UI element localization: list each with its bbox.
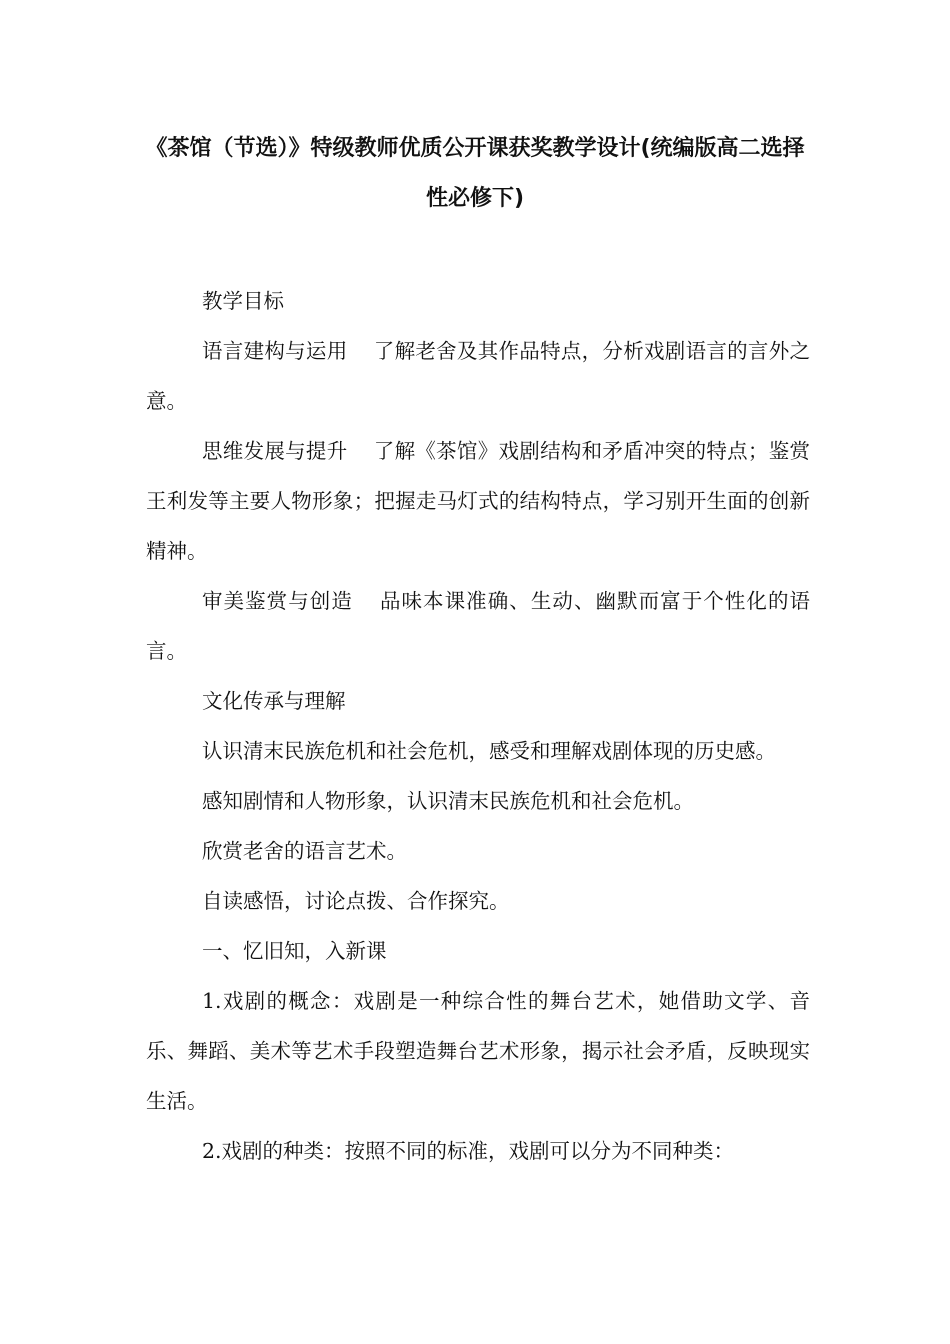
goal-aesthetic-label: 审美鉴赏与创造 bbox=[202, 589, 353, 613]
goal-culture-text: 认识清末民族危机和社会危机，感受和理解戏剧体现的历史感。 bbox=[202, 739, 776, 763]
goal-thinking bbox=[146, 426, 810, 576]
difficult-point: 欣赏老舍的语言艺术。 bbox=[202, 839, 407, 863]
goal-culture-label: 文化传承与理解 bbox=[202, 689, 346, 713]
teaching-method: 自读感悟，讨论点拨、合作探究。 bbox=[202, 889, 510, 913]
key-point: 感知剧情和人物形象，认识清末民族危机和社会危机。 bbox=[202, 789, 694, 813]
goal-aesthetic-text: 品味本课准确、生动、幽默而富于个性化的语言。 bbox=[146, 589, 811, 663]
document-title: 《茶馆（节选）》特级教师优质公开课获奖教学设计(统编版高二选择性必修下) bbox=[145, 136, 805, 211]
section-one-heading: 一、忆旧知，入新课 bbox=[202, 939, 387, 963]
item-two: 2.戏剧的种类：按照不同的标准，戏剧可以分为不同种类： bbox=[202, 1139, 735, 1163]
document-body bbox=[146, 276, 810, 1176]
goals-heading: 教学目标 bbox=[202, 289, 284, 313]
item-one: 1.戏剧的概念：戏剧是一种综合性的舞台艺术，她借助文学、音乐、舞蹈、美术等艺术手段塑造舞台艺术形象，揭示社会矛盾，反映现实生活。 bbox=[146, 989, 810, 1113]
goal-aesthetic bbox=[146, 576, 810, 676]
goal-thinking-label: 思维发展与提升 bbox=[202, 439, 348, 463]
goal-language-text: 了解老舍及其作品特点，分析戏剧语言的言外之意。 bbox=[146, 339, 810, 413]
goal-language bbox=[146, 326, 810, 426]
goal-thinking-text: 了解《茶馆》戏剧结构和矛盾冲突的特点；鉴赏王利发等主要人物形象；把握走马灯式的结构特点，学习别开生面的创新精神。 bbox=[146, 439, 810, 563]
goal-language-label: 语言建构与运用 bbox=[202, 339, 348, 363]
